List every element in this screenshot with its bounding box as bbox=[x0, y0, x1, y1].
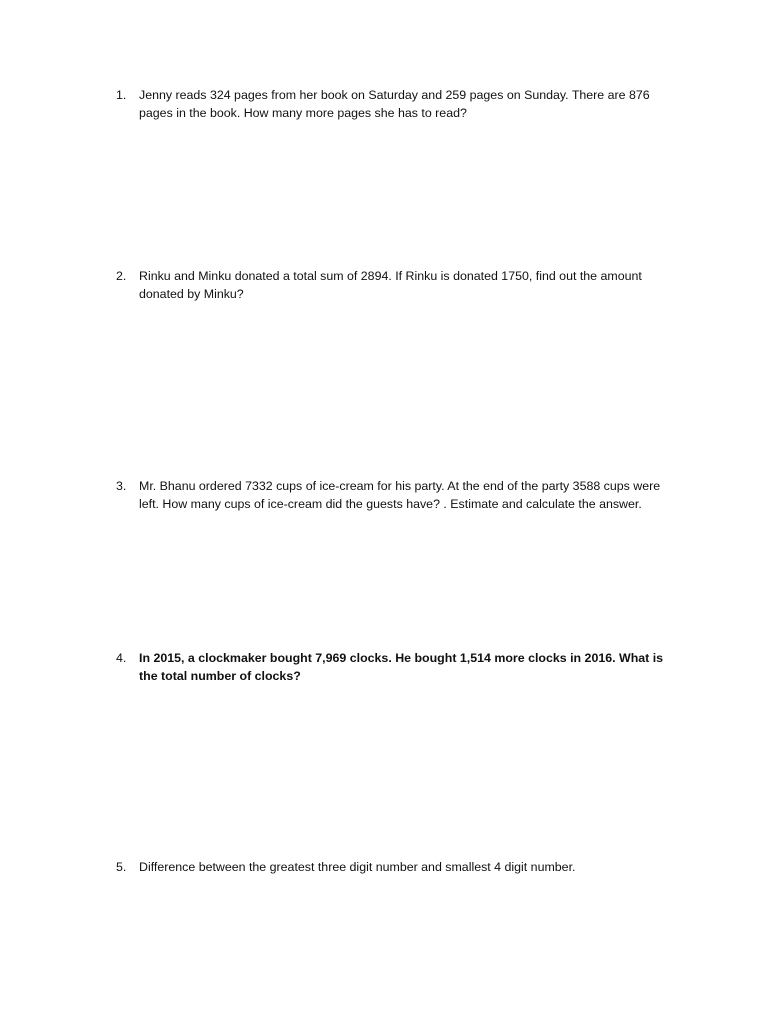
question-1 bbox=[116, 87, 676, 122]
question-text: Difference between the greatest three digit number and smallest 4 digit number. bbox=[139, 860, 576, 874]
question-number: 3. bbox=[116, 479, 127, 493]
question-2 bbox=[116, 268, 676, 303]
question-4 bbox=[116, 650, 676, 685]
question-text: Jenny reads 324 pages from her book on Saturday and 259 pages on Sunday. There are 876 pages in the book. How many more pages she has to read? bbox=[139, 88, 650, 120]
question-3 bbox=[116, 478, 676, 513]
question-text: Mr. Bhanu ordered 7332 cups of ice-cream for his party. At the end of the party 3588 cups were left. How many cups of ice-cream did the guests have? . Estimate and calculate the answer. bbox=[139, 479, 661, 511]
question-number: 5. bbox=[116, 860, 127, 874]
question-number: 2. bbox=[116, 269, 127, 283]
question-number: 4. bbox=[116, 651, 127, 665]
question-5 bbox=[116, 859, 676, 877]
question-number: 1. bbox=[116, 88, 127, 102]
question-text: Rinku and Minku donated a total sum of 2894. If Rinku is donated 1750, find out the amount donated by Minku? bbox=[139, 269, 642, 301]
question-text: In 2015, a clockmaker bought 7,969 clocks. He bought 1,514 more clocks in 2016. What is the total number of clocks? bbox=[139, 651, 664, 683]
